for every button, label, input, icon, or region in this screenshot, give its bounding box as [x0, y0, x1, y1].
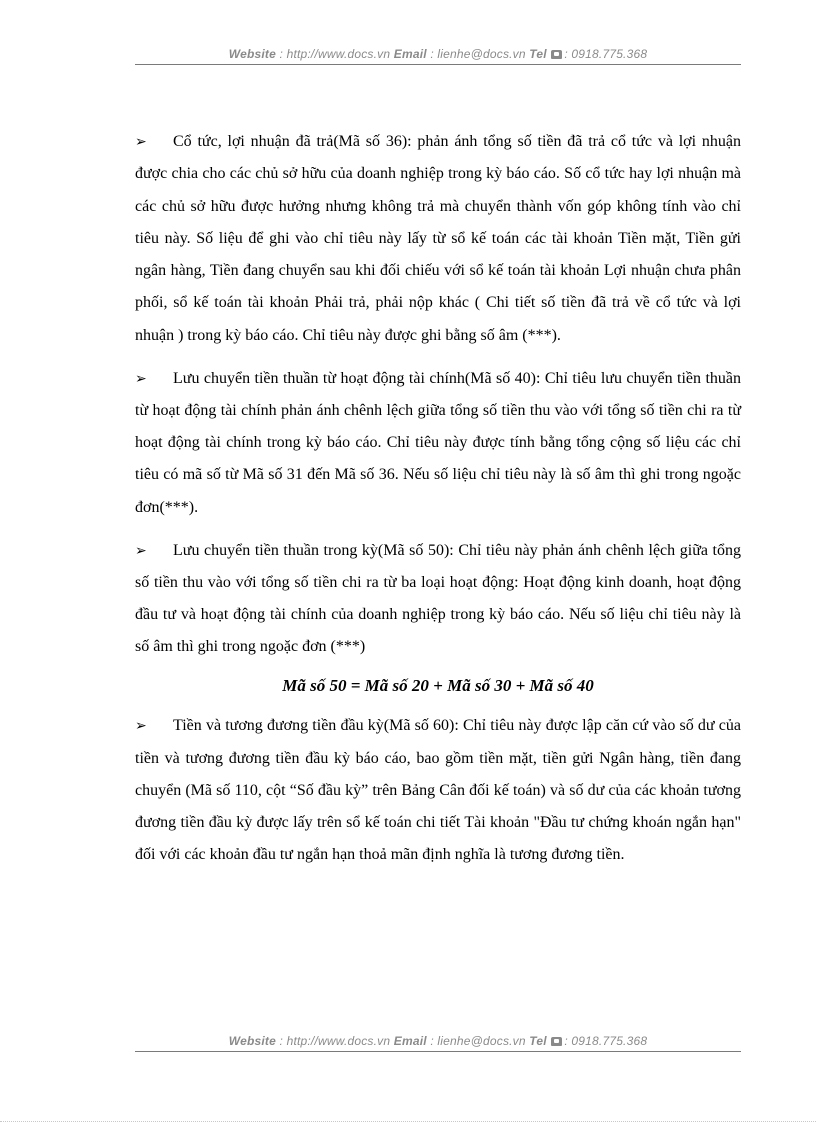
- header-tel-value: : 0918.775.368: [564, 47, 648, 61]
- footer-email-link[interactable]: : lienhe@docs.vn: [426, 1034, 530, 1048]
- paragraph-text: Tiền và tương đương tiền đầu kỳ(Mã số 60): Chỉ tiêu này được lập căn cứ vào số dư của tiền và tương đương tiền đầu kỳ báo cáo, bao gồm tiền mặt, tiền gửi Ngân hàng, tiền đang chuyển (Mã số 110, cột “Số đầu kỳ” trên Bảng Cân đối kế toán) và số dư của các khoản tương đương tiền đầu kỳ được lấy trên sổ kế toán chi tiết Tài khoản "Đầu tư chứng khoán ngắn hạn" đối với các khoản đầu tư ngắn hạn thoả mãn định nghĩa là tương đương tiền.: [135, 717, 741, 864]
- arrow-bullet-icon: ➢: [135, 542, 147, 559]
- header-tel-label: Tel: [529, 47, 547, 61]
- page-edge-divider: [0, 1121, 816, 1122]
- header-email-label: Email: [393, 47, 427, 61]
- footer-email-label: Email: [393, 1034, 427, 1048]
- page-footer: [135, 1034, 741, 1052]
- paragraph-text: Lưu chuyển tiền thuần từ hoạt động tài chính(Mã số 40): Chỉ tiêu lưu chuyển tiền thuần từ hoạt động tài chính phản ánh chênh lệch giữa tổng số tiền thu vào với tổng số tiền chi ra từ hoạt động tài chính trong kỳ báo cáo. Chỉ tiêu này được tính bằng tổng cộng số liệu các chỉ tiêu có mã số từ Mã số 31 đến Mã số 36. Nếu số liệu chỉ tiêu này là số âm thì ghi trong ngoặc đơn(***).: [135, 369, 741, 516]
- header-website-link[interactable]: : http://www.docs.vn: [275, 47, 394, 61]
- paragraph-dividends-paid: [135, 126, 741, 352]
- footer-tel-label: Tel: [529, 1034, 547, 1048]
- paragraph-financing-cash-flow: [135, 363, 741, 524]
- footer-website-link[interactable]: : http://www.docs.vn: [275, 1034, 394, 1048]
- arrow-bullet-icon: ➢: [135, 370, 147, 387]
- footer-divider: [135, 1051, 741, 1052]
- arrow-bullet-icon: ➢: [135, 134, 147, 150]
- paragraph-opening-cash: [135, 710, 741, 871]
- arrow-bullet-icon: ➢: [135, 718, 147, 735]
- document-body: [135, 126, 741, 882]
- footer-website-label: Website: [228, 1034, 276, 1048]
- phone-icon: [551, 1037, 562, 1046]
- header-website-label: Website: [228, 47, 276, 61]
- footer-tel-value: : 0918.775.368: [564, 1034, 648, 1048]
- page-header: [135, 47, 741, 65]
- paragraph-text: Lưu chuyển tiền thuần trong kỳ(Mã số 50): Chỉ tiêu này phản ánh chênh lệch giữa tổng số tiền thu vào với tổng số tiền chi ra từ ba loại hoạt động: Hoạt động kinh doanh, hoạt động đầu tư và hoạt động tài chính của doanh nghiệp trong kỳ báo cáo. Nếu số liệu chỉ tiêu này là số âm thì ghi trong ngoặc đơn (***): [135, 541, 741, 656]
- paragraph-text: Cổ tức, lợi nhuận đã trả(Mã số 36): phản ánh tổng số tiền đã trả cổ tức và lợi nhuận được chia cho các chủ sở hữu của doanh nghiệp trong kỳ báo cáo. Số cổ tức hay lợi nhuận mà các chủ sở hữu được hưởng nhưng không trả mà chuyển thành vốn góp không tính vào chỉ tiêu này. Số liệu để ghi vào chỉ tiêu này lấy từ sổ kế toán các tài khoản Tiền mặt, Tiền gửi ngân hàng, Tiền đang chuyển sau khi đối chiếu với sổ kế toán tài khoản Lợi nhuận chưa phân phối, sổ kế toán tài khoản Phải trả, phải nộp khác ( Chi tiết số tiền đã trả về cổ tức và lợi nhuận ) trong kỳ báo cáo. Chỉ tiêu này được ghi bằng số âm (***).: [135, 133, 741, 344]
- paragraph-net-cash-flow: [135, 535, 741, 664]
- header-email-link[interactable]: : lienhe@docs.vn: [426, 47, 530, 61]
- header-divider: [135, 64, 741, 65]
- phone-icon: [551, 50, 562, 59]
- formula-line: Mã số 50 = Mã số 20 + Mã số 30 + Mã số 40: [282, 676, 594, 696]
